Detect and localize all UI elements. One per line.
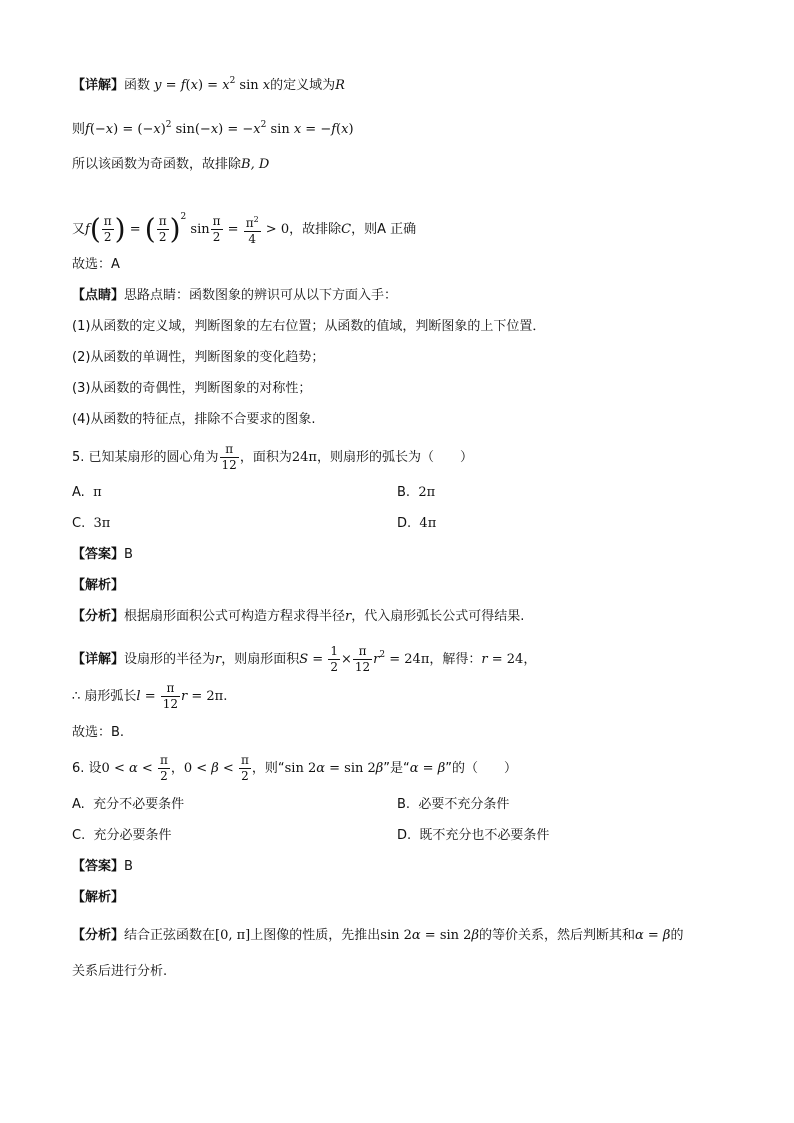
choose-line: 故选：B. xyxy=(72,725,125,740)
detail-line-3: 所以该函数为奇函数，故排除B, D xyxy=(72,157,270,172)
option-a[interactable]: A. 充分不必要条件 xyxy=(72,797,185,812)
analysis-label: 【分析】 xyxy=(72,928,125,943)
tips-item: (1)从函数的定义域，判断图象的左右位置；从函数的值域，判断图象的上下位置． xyxy=(72,319,546,334)
detail-q5: 【详解】设扇形的半径为r，则扇形面积S = $\frac{1}{2}$ × $\frac{\pi}{12}$ $r^2 = 24\pi$，解得：r = 24， xyxy=(72,644,537,674)
jiexi-label: 【解析】 xyxy=(72,890,125,905)
formula: y xyxy=(154,78,162,93)
tips-item: (4)从函数的特征点，排除不合要求的图象. xyxy=(72,412,316,427)
answer-line: 【答案】B xyxy=(72,859,133,874)
option-b[interactable]: B. 2π xyxy=(397,485,436,500)
question-6: 6. 设0 < α < $\frac{\pi}{2}$ ，0 < β < $\frac{\pi}{2}$ ，则“sin 2α = sin 2β”是“α = β”的（ ） xyxy=(72,753,517,783)
option-b[interactable]: B. 必要不充分条件 xyxy=(397,797,510,812)
detail-label: 【详解】 xyxy=(72,78,125,93)
analysis-label: 【分析】 xyxy=(72,609,125,624)
option-c[interactable]: C. 充分必要条件 xyxy=(72,828,172,843)
detail-line-2: 则$f(-x) = (-x)^2$ $\sin(-x) = -x^2$ sin x = −f(x) xyxy=(72,120,354,137)
tips-item: (3)从函数的奇偶性，判断图象的对称性； xyxy=(72,381,312,396)
jiexi-label: 【解析】 xyxy=(72,578,125,593)
option-d[interactable]: D. 既不充分也不必要条件 xyxy=(397,828,550,843)
answer-label: 【答案】 xyxy=(72,859,125,874)
analysis-line-2: 关系后进行分析. xyxy=(72,964,168,979)
detail-line-1: 【详解】函数 $y = f(x) = x^2$ sin x的定义域为R xyxy=(72,76,345,93)
option-d[interactable]: D. 4π xyxy=(397,516,437,531)
detail-line-4: 又f( $\frac{\pi}{2}$ ) = ( $\frac{\pi}{2}$ )$^2$ sin $\frac{\pi}{2}$ = $\frac{\pi^2}{4}$ > 0，故排除C，则A 正确 xyxy=(72,212,417,246)
arc-line: ∴ 扇形弧长l = $\frac{\pi}{12}$ r = 2π. xyxy=(72,681,228,711)
tips-label: 【点睛】 xyxy=(72,288,125,303)
analysis-line: 【分析】根据扇形面积公式可构造方程求得半径r，代入扇形弧长公式可得结果. xyxy=(72,609,525,624)
tips-item: (2)从函数的单调性，判断图象的变化趋势； xyxy=(72,350,325,365)
option-c[interactable]: C. 3π xyxy=(72,516,111,531)
question-5: 5. 已知某扇形的圆心角为 $\frac{\pi}{12}$ ，面积为24π，则扇形的弧长为（ ） xyxy=(72,442,473,472)
answer-line: 【答案】B xyxy=(72,547,133,562)
tips-head: 【点睛】思路点睛：函数图象的辨识可从以下方面入手： xyxy=(72,288,398,303)
detail-label: 【详解】 xyxy=(72,652,125,667)
option-a[interactable]: A. π xyxy=(72,485,102,500)
analysis-line: 【分析】结合正弦函数在[0, π]上图像的性质，先推出sin 2α = sin 2β的等价关系，然后判断其和α = β的 xyxy=(72,928,684,943)
choose-line: 故选：A xyxy=(72,257,120,272)
answer-label: 【答案】 xyxy=(72,547,125,562)
